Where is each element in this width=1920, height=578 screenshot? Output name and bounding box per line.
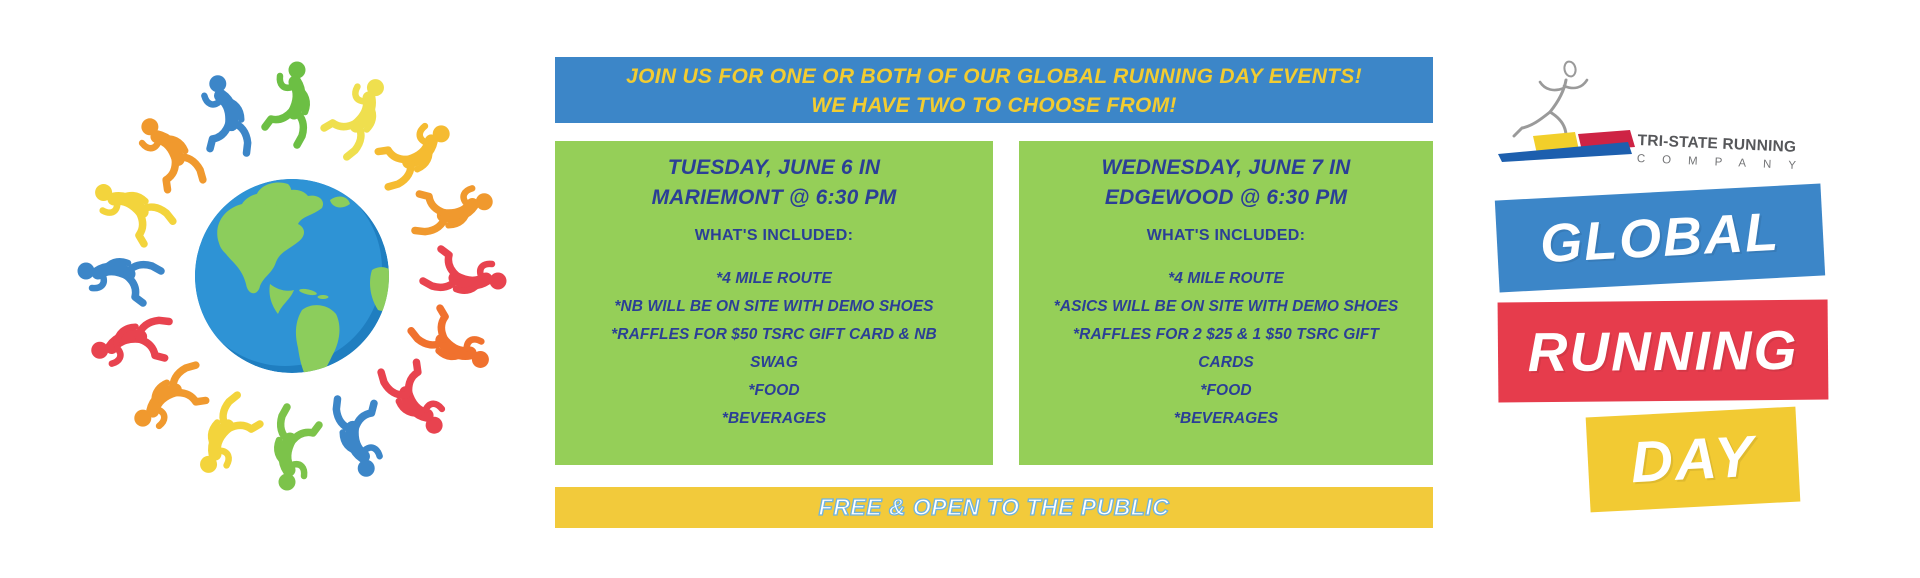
event-item: *RAFFLES FOR 2 $25 & 1 $50 TSRC GIFT CARDS: [1073, 326, 1379, 371]
headline-line1: JOIN US FOR ONE OR BOTH OF OUR GLOBAL RUNNING DAY EVENTS!: [626, 65, 1362, 88]
event-title-line2: MARIEMONT @ 6:30 PM: [651, 186, 897, 209]
event-items-list: [591, 265, 957, 433]
runner-silhouette: [374, 350, 463, 439]
included-label: WHAT'S INCLUDED:: [694, 227, 854, 244]
runner-silhouette: [423, 249, 507, 291]
event-item: *4 MILE ROUTE: [716, 270, 832, 287]
tsrc-logo-runner-icon: [1490, 40, 1640, 180]
runner-silhouette: [130, 358, 219, 447]
event-item: *BEVERAGES: [1173, 410, 1279, 427]
event-card-wednesday: [1019, 141, 1433, 465]
event-item: *4 MILE ROUTE: [1168, 270, 1284, 287]
runner-silhouette: [329, 387, 400, 480]
runner-silhouette: [407, 301, 500, 372]
event-title: [591, 153, 957, 213]
badge-day: DAY: [1586, 407, 1801, 513]
tsrc-logo: [1490, 40, 1850, 180]
event-title-line1: WEDNESDAY, JUNE 7 IN: [1101, 156, 1351, 179]
globe-runners-illustration: [50, 0, 520, 520]
runner-silhouette: [88, 313, 181, 384]
tsrc-logo-text: [1637, 132, 1815, 173]
runner-silhouette: [265, 62, 307, 146]
badge-running: RUNNING: [1498, 300, 1829, 403]
event-title-line1: TUESDAY, JUNE 6 IN: [667, 156, 881, 179]
free-open-banner: FREE & OPEN TO THE PUBLIC: [555, 487, 1433, 528]
included-label: WHAT'S INCLUDED:: [1146, 227, 1306, 244]
runner-silhouette: [366, 105, 455, 194]
runner-silhouette: [196, 391, 267, 484]
event-items-list: [1041, 265, 1411, 433]
event-item: *NB WILL BE ON SITE WITH DEMO SHOES: [614, 298, 934, 315]
runner-silhouette: [78, 261, 162, 303]
event-item: *BEVERAGES: [721, 410, 827, 427]
runner-silhouette: [317, 67, 388, 160]
globe: [188, 172, 400, 384]
event-title-line2: EDGEWOOD @ 6:30 PM: [1104, 186, 1348, 209]
event-item: *ASICS WILL BE ON SITE WITH DEMO SHOES: [1053, 298, 1399, 315]
event-item: *FOOD: [748, 382, 800, 399]
runner-silhouette: [83, 180, 176, 251]
tsrc-company-word: COMPANY: [1636, 152, 1814, 173]
headline-banner: [555, 57, 1433, 123]
headline-line2: WE HAVE TWO TO CHOOSE FROM!: [811, 94, 1177, 117]
event-card-tuesday: [555, 141, 993, 465]
event-item: *FOOD: [1200, 382, 1252, 399]
event-item: *RAFFLES FOR $50 TSRC GIFT CARD & NB SWAG: [611, 326, 937, 371]
runner-silhouette: [277, 407, 319, 491]
event-title: [1041, 153, 1411, 213]
runner-silhouette: [121, 114, 210, 203]
runner-silhouette: [403, 169, 496, 240]
tsrc-company-name: TRI-STATE RUNNING: [1637, 132, 1797, 156]
badge-global: GLOBAL: [1495, 184, 1825, 293]
runner-silhouette: [185, 72, 256, 165]
